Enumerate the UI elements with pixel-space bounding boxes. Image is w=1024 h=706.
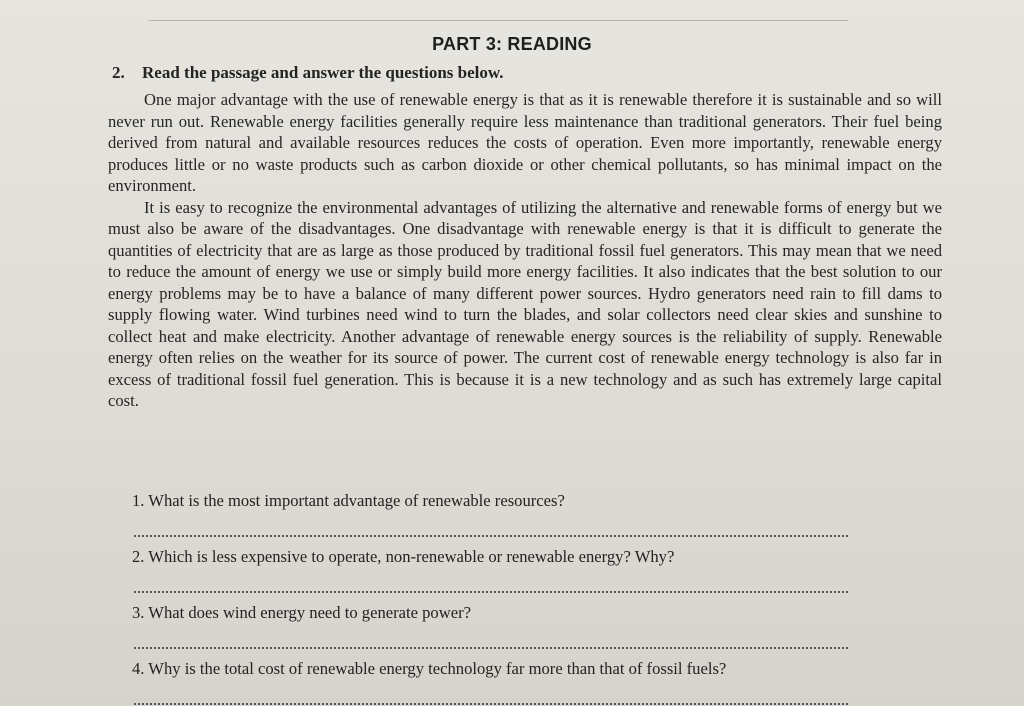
question-item-2 bbox=[132, 546, 848, 602]
top-divider bbox=[148, 20, 848, 21]
question-item-1 bbox=[132, 490, 848, 546]
answer-line-3[interactable] bbox=[134, 647, 848, 649]
question-text-3: 3. What does wind energy need to generate power? bbox=[132, 603, 471, 622]
passage-paragraph-1: One major advantage with the use of renewable energy is that as it is renewable therefore it is sustainable and so will never run out. Renewable energy facilities generally require less maintenance than traditional generators. Their fuel being derived from natural and available resources reduces the costs of operation. Even more importantly, renewable energy produces little or no waste products such as carbon dioxide or other chemical pollutants, so has minimal impact on the environment. bbox=[108, 90, 942, 195]
question-text-4: 4. Why is the total cost of renewable energy technology far more than that of fossil fuels? bbox=[132, 659, 727, 678]
reading-passage bbox=[108, 89, 942, 412]
instruction bbox=[112, 63, 503, 83]
question-list bbox=[132, 490, 848, 706]
question-item-3 bbox=[132, 602, 848, 658]
instruction-text: Read the passage and answer the questions below. bbox=[142, 63, 504, 82]
question-item-4 bbox=[132, 658, 848, 706]
question-text-2: 2. Which is less expensive to operate, non-renewable or renewable energy? Why? bbox=[132, 547, 675, 566]
question-text-1: 1. What is the most important advantage of renewable resources? bbox=[132, 491, 565, 510]
answer-line-1[interactable] bbox=[134, 535, 848, 537]
instruction-number: 2. bbox=[112, 63, 125, 82]
section-title: PART 3: READING bbox=[432, 34, 592, 54]
answer-line-2[interactable] bbox=[134, 591, 848, 593]
answer-line-4[interactable] bbox=[134, 703, 848, 705]
passage-paragraph-2: It is easy to recognize the environmental advantages of utilizing the alternative and renewable forms of energy but we must also be aware of the disadvantages. One disadvantage with renewable energy is that it is difficult to generate the quantities of electricity that are as large as those produced by traditional fossil fuel generators. This may mean that we need to reduce the amount of energy we use or simply build more energy facilities. It also indicates that the best solution to our energy problems may be to have a balance of many different power sources. Hydro generators need rain to fill dams to supply flowing water. Wind turbines need wind to turn the blades, and solar collectors need clear skies and sunshine to collect heat and make electricity. Another advantage of renewable energy sources is the reliability of supply. Renewable energy often relies on the weather for its source of power. The current cost of renewable energy technology is also far in excess of traditional fossil fuel generation. This is because it is a new technology and as such has extremely large capital cost. bbox=[108, 197, 942, 410]
